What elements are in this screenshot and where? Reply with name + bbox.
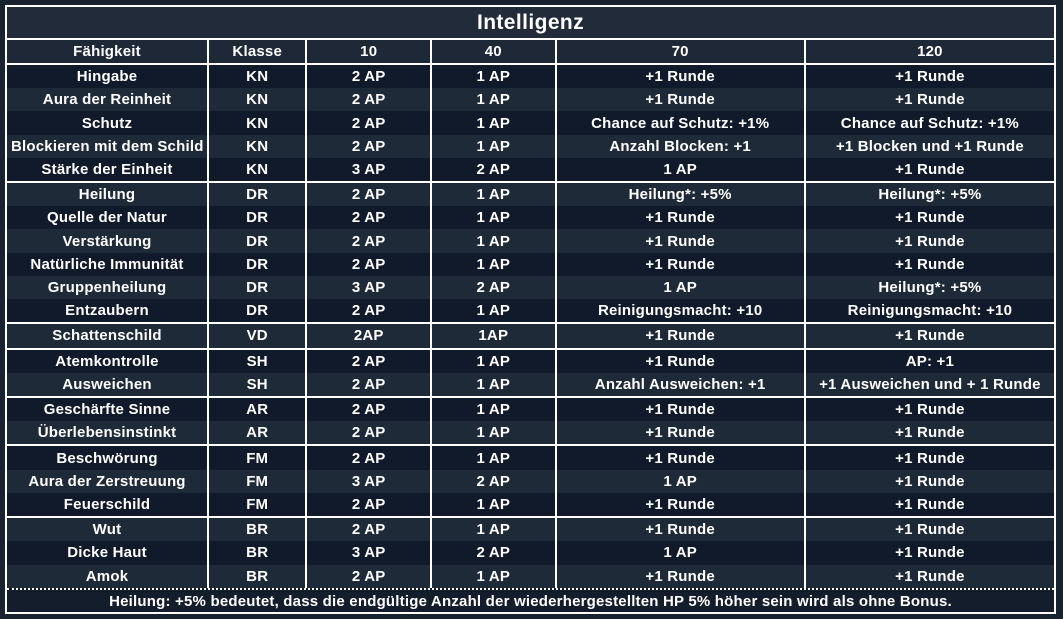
table-row bbox=[7, 541, 1054, 564]
value-40-cell: 1 AP bbox=[431, 182, 556, 206]
value-70-cell: +1 Runde bbox=[556, 323, 805, 348]
value-120-cell: Heilung*: +5% bbox=[805, 276, 1054, 299]
class-cell: BR bbox=[208, 565, 306, 588]
value-120-cell: Heilung*: +5% bbox=[805, 182, 1054, 206]
table-body bbox=[7, 64, 1054, 588]
class-cell: SH bbox=[208, 373, 306, 397]
value-40-cell: 1 AP bbox=[431, 111, 556, 134]
value-40-cell: 2 AP bbox=[431, 470, 556, 493]
value-40-cell: 1 AP bbox=[431, 349, 556, 373]
value-120-cell: +1 Runde bbox=[805, 421, 1054, 445]
value-120-cell: +1 Runde bbox=[805, 493, 1054, 517]
value-10-cell: 2 AP bbox=[306, 397, 431, 421]
value-120-cell: +1 Runde bbox=[805, 158, 1054, 182]
value-40-cell: 1 AP bbox=[431, 64, 556, 88]
value-40-cell: 1 AP bbox=[431, 229, 556, 252]
table-row bbox=[7, 421, 1054, 445]
value-70-cell: 1 AP bbox=[556, 158, 805, 182]
column-header-70: 70 bbox=[556, 40, 805, 64]
class-cell: DR bbox=[208, 182, 306, 206]
value-120-cell: +1 Blocken und +1 Runde bbox=[805, 135, 1054, 158]
ability-cell: Feuerschild bbox=[7, 493, 208, 517]
column-header-faehigkeit: Fähigkeit bbox=[7, 40, 208, 64]
value-40-cell: 1 AP bbox=[431, 445, 556, 469]
value-40-cell: 1 AP bbox=[431, 135, 556, 158]
ability-cell: Quelle der Natur bbox=[7, 206, 208, 229]
value-10-cell: 2 AP bbox=[306, 565, 431, 588]
ability-cell: Hingabe bbox=[7, 64, 208, 88]
value-120-cell: +1 Runde bbox=[805, 88, 1054, 111]
table-row bbox=[7, 276, 1054, 299]
table-row bbox=[7, 445, 1054, 469]
value-40-cell: 2 AP bbox=[431, 158, 556, 182]
value-40-cell: 1 AP bbox=[431, 397, 556, 421]
footnote: Heilung: +5% bedeutet, dass die endgültige Anzahl der wiederhergestellten HP 5% höher sein wird als ohne Bonus. bbox=[7, 588, 1054, 612]
value-120-cell: Chance auf Schutz: +1% bbox=[805, 111, 1054, 134]
ability-cell: Dicke Haut bbox=[7, 541, 208, 564]
value-70-cell: +1 Runde bbox=[556, 493, 805, 517]
table-row bbox=[7, 373, 1054, 397]
value-10-cell: 2 AP bbox=[306, 229, 431, 252]
ability-cell: Schutz bbox=[7, 111, 208, 134]
ability-cell: Überlebensinstinkt bbox=[7, 421, 208, 445]
table-row bbox=[7, 517, 1054, 541]
value-40-cell: 1AP bbox=[431, 323, 556, 348]
table-row bbox=[7, 323, 1054, 348]
value-70-cell: +1 Runde bbox=[556, 397, 805, 421]
class-cell: SH bbox=[208, 349, 306, 373]
value-120-cell: Reinigungsmacht: +10 bbox=[805, 299, 1054, 323]
value-70-cell: 1 AP bbox=[556, 276, 805, 299]
value-70-cell: +1 Runde bbox=[556, 253, 805, 276]
table-row bbox=[7, 493, 1054, 517]
table-row bbox=[7, 397, 1054, 421]
value-10-cell: 2 AP bbox=[306, 349, 431, 373]
class-cell: DR bbox=[208, 299, 306, 323]
value-40-cell: 1 AP bbox=[431, 517, 556, 541]
value-70-cell: Heilung*: +5% bbox=[556, 182, 805, 206]
class-cell: DR bbox=[208, 229, 306, 252]
value-40-cell: 1 AP bbox=[431, 299, 556, 323]
value-10-cell: 2 AP bbox=[306, 445, 431, 469]
value-10-cell: 2AP bbox=[306, 323, 431, 348]
value-120-cell: +1 Runde bbox=[805, 206, 1054, 229]
class-cell: DR bbox=[208, 206, 306, 229]
class-cell: KN bbox=[208, 88, 306, 111]
value-120-cell: +1 Runde bbox=[805, 470, 1054, 493]
value-120-cell: +1 Runde bbox=[805, 253, 1054, 276]
ability-cell: Stärke der Einheit bbox=[7, 158, 208, 182]
class-cell: KN bbox=[208, 158, 306, 182]
value-120-cell: +1 Runde bbox=[805, 323, 1054, 348]
value-70-cell: +1 Runde bbox=[556, 517, 805, 541]
value-70-cell: +1 Runde bbox=[556, 88, 805, 111]
value-10-cell: 2 AP bbox=[306, 111, 431, 134]
class-cell: KN bbox=[208, 64, 306, 88]
ability-cell: Geschärfte Sinne bbox=[7, 397, 208, 421]
value-40-cell: 1 AP bbox=[431, 493, 556, 517]
table-row bbox=[7, 182, 1054, 206]
value-70-cell: +1 Runde bbox=[556, 206, 805, 229]
ability-cell: Ausweichen bbox=[7, 373, 208, 397]
table-row bbox=[7, 565, 1054, 588]
class-cell: VD bbox=[208, 323, 306, 348]
value-70-cell: 1 AP bbox=[556, 541, 805, 564]
table-title: Intelligenz bbox=[7, 7, 1054, 40]
ability-cell: Natürliche Immunität bbox=[7, 253, 208, 276]
table-row bbox=[7, 229, 1054, 252]
value-70-cell: +1 Runde bbox=[556, 565, 805, 588]
ability-cell: Schattenschild bbox=[7, 323, 208, 348]
class-cell: AR bbox=[208, 421, 306, 445]
value-70-cell: Anzahl Ausweichen: +1 bbox=[556, 373, 805, 397]
value-70-cell: Chance auf Schutz: +1% bbox=[556, 111, 805, 134]
value-10-cell: 3 AP bbox=[306, 470, 431, 493]
value-10-cell: 2 AP bbox=[306, 206, 431, 229]
ability-cell: Gruppenheilung bbox=[7, 276, 208, 299]
ability-cell: Amok bbox=[7, 565, 208, 588]
value-120-cell: +1 Runde bbox=[805, 64, 1054, 88]
value-10-cell: 3 AP bbox=[306, 541, 431, 564]
table-row bbox=[7, 349, 1054, 373]
value-120-cell: +1 Runde bbox=[805, 517, 1054, 541]
value-40-cell: 1 AP bbox=[431, 88, 556, 111]
class-cell: DR bbox=[208, 276, 306, 299]
value-70-cell: +1 Runde bbox=[556, 349, 805, 373]
table-row bbox=[7, 299, 1054, 323]
value-40-cell: 1 AP bbox=[431, 565, 556, 588]
column-header-120: 120 bbox=[805, 40, 1054, 64]
column-header-10: 10 bbox=[306, 40, 431, 64]
value-120-cell: +1 Runde bbox=[805, 397, 1054, 421]
value-70-cell: +1 Runde bbox=[556, 445, 805, 469]
value-120-cell: +1 Runde bbox=[805, 229, 1054, 252]
ability-cell: Verstärkung bbox=[7, 229, 208, 252]
value-10-cell: 3 AP bbox=[306, 276, 431, 299]
value-40-cell: 1 AP bbox=[431, 206, 556, 229]
value-10-cell: 2 AP bbox=[306, 253, 431, 276]
value-10-cell: 2 AP bbox=[306, 135, 431, 158]
value-10-cell: 2 AP bbox=[306, 182, 431, 206]
class-cell: FM bbox=[208, 470, 306, 493]
value-40-cell: 1 AP bbox=[431, 421, 556, 445]
value-40-cell: 2 AP bbox=[431, 541, 556, 564]
value-120-cell: +1 Runde bbox=[805, 541, 1054, 564]
value-10-cell: 3 AP bbox=[306, 158, 431, 182]
class-cell: DR bbox=[208, 253, 306, 276]
table-row bbox=[7, 470, 1054, 493]
intelligenz-table-panel bbox=[5, 5, 1056, 614]
value-120-cell: +1 Runde bbox=[805, 445, 1054, 469]
ability-cell: Wut bbox=[7, 517, 208, 541]
ability-cell: Atemkontrolle bbox=[7, 349, 208, 373]
value-120-cell: AP: +1 bbox=[805, 349, 1054, 373]
table-row bbox=[7, 206, 1054, 229]
class-cell: FM bbox=[208, 493, 306, 517]
value-40-cell: 1 AP bbox=[431, 373, 556, 397]
value-10-cell: 2 AP bbox=[306, 421, 431, 445]
value-120-cell: +1 Runde bbox=[805, 565, 1054, 588]
ability-cell: Blockieren mit dem Schild bbox=[7, 135, 208, 158]
ability-cell: Entzaubern bbox=[7, 299, 208, 323]
table-row bbox=[7, 111, 1054, 134]
value-120-cell: +1 Ausweichen und + 1 Runde bbox=[805, 373, 1054, 397]
ability-cell: Aura der Reinheit bbox=[7, 88, 208, 111]
value-70-cell: +1 Runde bbox=[556, 421, 805, 445]
class-cell: AR bbox=[208, 397, 306, 421]
value-10-cell: 2 AP bbox=[306, 373, 431, 397]
class-cell: BR bbox=[208, 517, 306, 541]
table-row bbox=[7, 64, 1054, 88]
ability-cell: Beschwörung bbox=[7, 445, 208, 469]
value-70-cell: 1 AP bbox=[556, 470, 805, 493]
class-cell: KN bbox=[208, 111, 306, 134]
header-row bbox=[7, 40, 1054, 64]
value-10-cell: 2 AP bbox=[306, 64, 431, 88]
value-70-cell: +1 Runde bbox=[556, 64, 805, 88]
ability-cell: Heilung bbox=[7, 182, 208, 206]
value-10-cell: 2 AP bbox=[306, 299, 431, 323]
value-40-cell: 2 AP bbox=[431, 276, 556, 299]
value-70-cell: Reinigungsmacht: +10 bbox=[556, 299, 805, 323]
class-cell: BR bbox=[208, 541, 306, 564]
table-row bbox=[7, 158, 1054, 182]
abilities-table bbox=[7, 40, 1054, 588]
ability-cell: Aura der Zerstreuung bbox=[7, 470, 208, 493]
value-70-cell: +1 Runde bbox=[556, 229, 805, 252]
table-row bbox=[7, 88, 1054, 111]
value-70-cell: Anzahl Blocken: +1 bbox=[556, 135, 805, 158]
class-cell: KN bbox=[208, 135, 306, 158]
column-header-40: 40 bbox=[431, 40, 556, 64]
value-40-cell: 1 AP bbox=[431, 253, 556, 276]
column-header-klasse: Klasse bbox=[208, 40, 306, 64]
table-row bbox=[7, 135, 1054, 158]
table-row bbox=[7, 253, 1054, 276]
value-10-cell: 2 AP bbox=[306, 493, 431, 517]
value-10-cell: 2 AP bbox=[306, 88, 431, 111]
class-cell: FM bbox=[208, 445, 306, 469]
value-10-cell: 2 AP bbox=[306, 517, 431, 541]
